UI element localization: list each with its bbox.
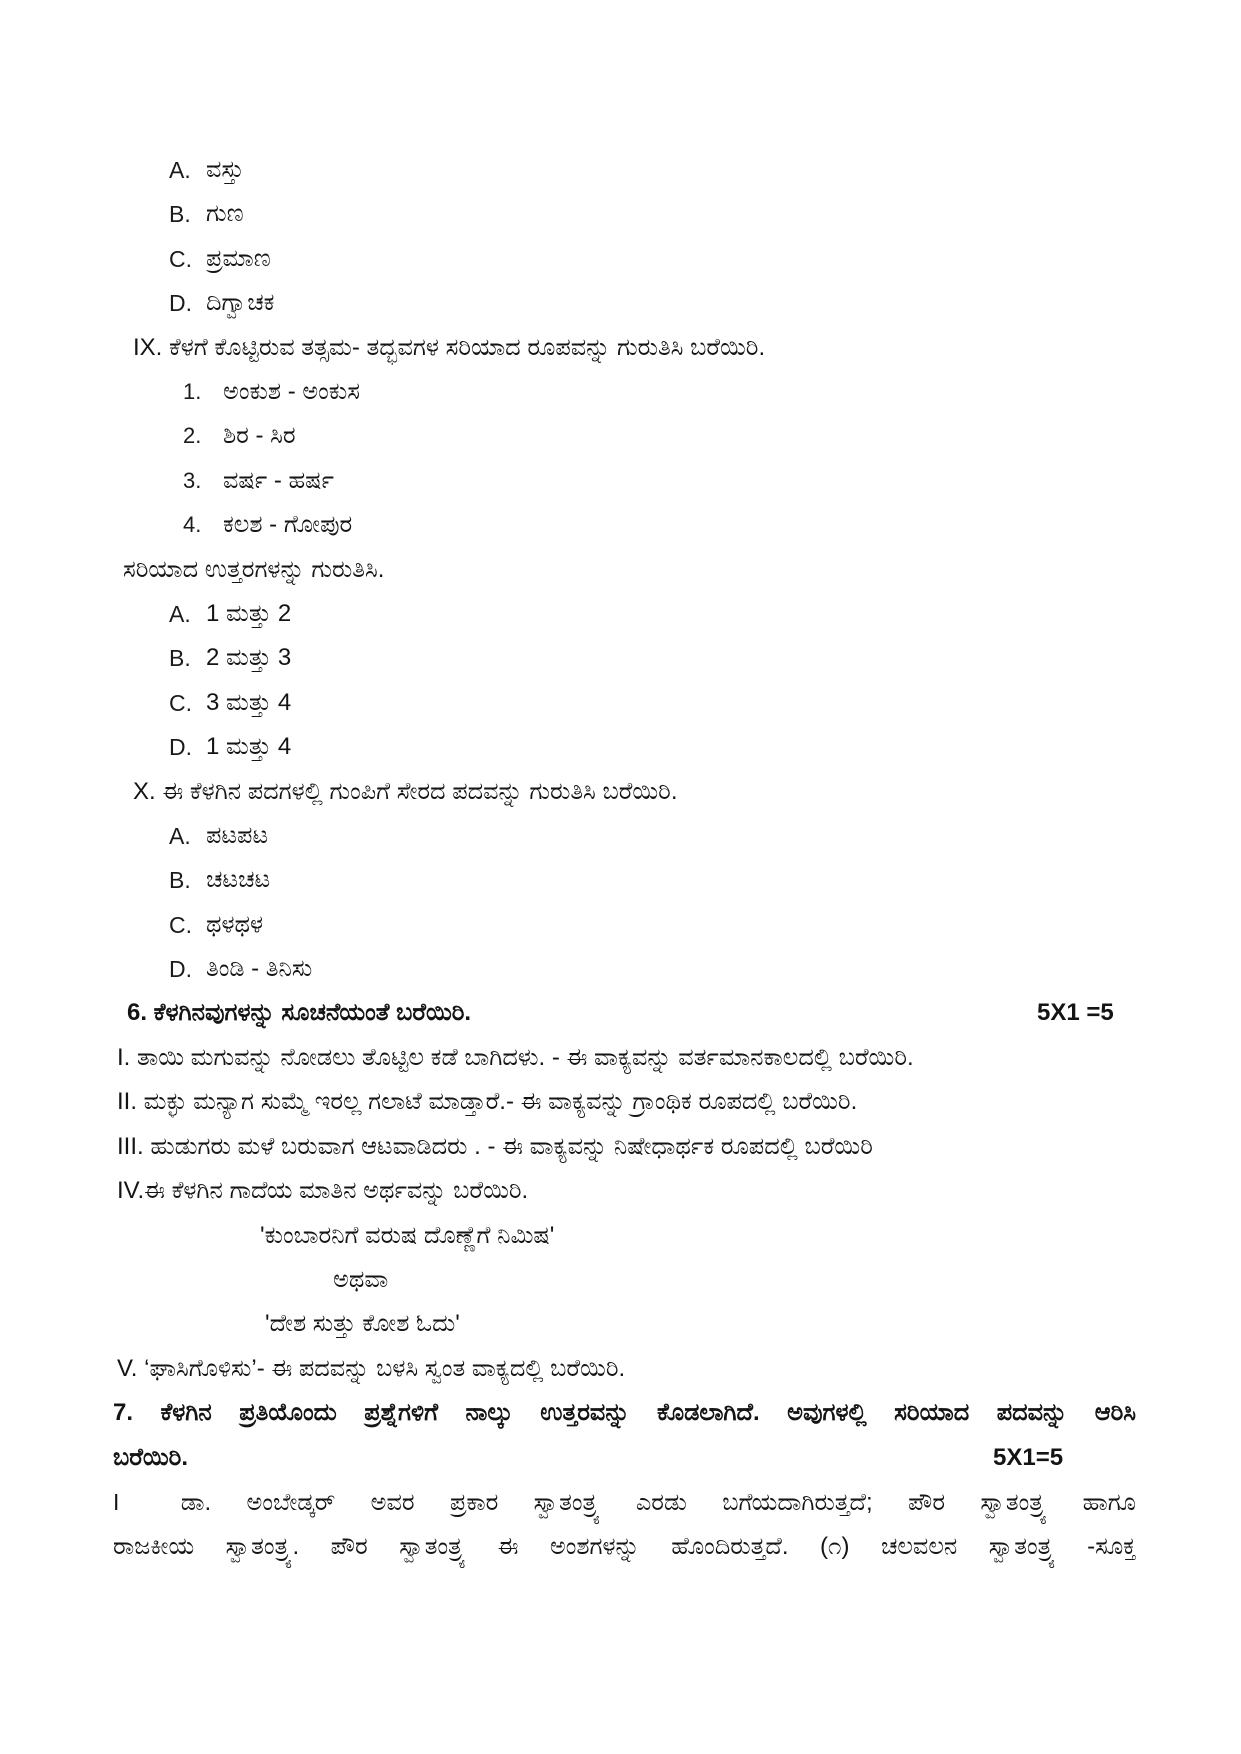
pair-number: 4.: [183, 512, 202, 538]
option-text: ಪ್ರಮಾಣ: [206, 244, 271, 272]
option-row: [169, 237, 1136, 281]
or-label: ಅಥವಾ: [333, 1265, 389, 1293]
proverb-2: 'ದೇಶ ಸುತ್ತು ಕೋಶ ಓದು': [265, 1310, 460, 1338]
section-ix-instruction: ಸರಿಯಾದ ಉತ್ತರಗಳನ್ನು ಗುರುತಿಸಿ.: [123, 555, 385, 583]
option-letter: B.: [169, 867, 191, 894]
pair-text: ಅಂಕುಶ - ಅಂಕುಸ: [223, 377, 360, 405]
question-7-item-text: ಡಾ. ಅಂಬೇಡ್ಕರ್ ಅವರ ಪ್ರಕಾರ ಸ್ವಾತಂತ್ರ್ಯ ಎರಡು ಬಗೆಯದಾಗಿರುತ್ತದೆ; ಪೌರ ಸ್ವಾತಂತ್ರ್ಯ ಹಾಗೂ: [180, 1488, 1136, 1516]
question-6-item-3: III. ಹುಡುಗರು ಮಳೆ ಬರುವಾಗ ಆಟವಾಡಿದರು . - ಈ ವಾಕ್ಯವನ್ನು ನಿಷೇಧಾರ್ಥಕ ರೂಪದಲ್ಲಿ ಬರೆಯಿರಿ: [117, 1132, 873, 1160]
section-x-heading: X. ಈ ಕೆಳಗಿನ ಪದಗಳಲ್ಲಿ ಗುಂಪಿಗೆ ಸೇರದ ಪದವನ್ನು ಗುರುತಿಸಿ ಬರೆಯಿರಿ.: [133, 777, 678, 805]
option-letter: C.: [169, 911, 192, 938]
pair-number: 2.: [183, 423, 202, 449]
pair-row: [183, 459, 1136, 503]
option-letter: D.: [169, 734, 192, 761]
option-letter: A.: [169, 157, 191, 183]
option-letter: D.: [169, 290, 192, 317]
question-6-title: 6. ಕೆಳಗಿನವುಗಳನ್ನು ಸೂಚನೆಯಂತೆ ಬರೆಯಿರಿ.: [127, 999, 472, 1027]
option-letter: A.: [169, 600, 191, 627]
option-text: 1 ಮತ್ತು 4: [206, 733, 292, 761]
option-row: [169, 725, 1136, 769]
pair-text: ಶಿರ - ಸಿರ: [223, 422, 296, 450]
option-row: [169, 681, 1136, 725]
option-text: 3 ಮತ್ತು 4: [206, 688, 292, 716]
question-7-heading-line1: 7. ಕೆಳಗಿನ ಪ್ರತಿಯೊಂದು ಪ್ರಶ್ನೆಗಳಿಗೆ ನಾಲ್ಕು ಉತ್ತರವನ್ನು ಕೊಡಲಾಗಿದೆ. ಅವುಗಳಲ್ಲಿ ಸರಿಯಾದ ಪದವನ್ನು ಆರಿಸಿ: [113, 1399, 1136, 1427]
option-row: [169, 814, 1136, 858]
option-letter: B.: [169, 645, 191, 672]
question-7-marks: 5X1=5: [993, 1443, 1064, 1471]
option-letter: C.: [169, 689, 192, 716]
question-7-heading-line2: [113, 1436, 1136, 1480]
question-6-item-5: V. ‘ಘಾಸಿಗೊಳಿಸು’- ಈ ಪದವನ್ನು ಬಳಸಿ ಸ್ವಂತ ವಾಕ್ಯದಲ್ಲಿ ಬರೆಯಿರಿ.: [117, 1354, 626, 1382]
option-row: [169, 148, 1136, 192]
question-7-item-numeral: I: [113, 1488, 120, 1515]
option-row: [169, 947, 1136, 991]
option-text: ದಿಗ್ವಾಚಕ: [206, 289, 275, 317]
option-letter: D.: [169, 956, 192, 983]
question-6-item-4: IV.ಈ ಕೆಳಗಿನ ಗಾದೆಯ ಮಾತಿನ ಅರ್ಥವನ್ನು ಬರೆಯಿರಿ.: [117, 1177, 529, 1205]
option-letter: B.: [169, 201, 191, 228]
question-6-item-2: II. ಮಕ್ಳು ಮನ್ಯಾಗ ಸುಮ್ಮೆ ಇರಲ್ಲ ಗಲಾಟೆ ಮಾಡ್ತಾರೆ.- ಈ ವಾಕ್ಯವನ್ನು ಗ್ರಾಂಥಿಕ ರೂಪದಲ್ಲಿ ಬರೆಯಿರಿ.: [117, 1088, 858, 1116]
proverb-1: 'ಕುಂಬಾರನಿಗೆ ವರುಷ ದೊಣ್ಣೆಗೆ ನಿಮಿಷ': [260, 1221, 555, 1249]
question-6-heading: [127, 991, 1136, 1035]
pair-number: 1.: [183, 378, 202, 404]
option-text: 2 ಮತ್ತು 3: [206, 644, 292, 672]
pair-text: ಕಲಶ - ಗೋಪುರ: [223, 511, 353, 539]
question-7-item-1-line2: ರಾಜಕೀಯ ಸ್ವಾತಂತ್ರ್ಯ. ಪೌರ ಸ್ವಾತಂತ್ರ್ಯ ಈ ಅಂಶಗಳನ್ನು ಹೊಂದಿರುತ್ತದೆ. (೧) ಚಲವಲನ ಸ್ವಾತಂತ್ರ್ಯ -ಸೂಕ್ತ: [113, 1533, 1136, 1561]
option-row: [169, 192, 1136, 236]
option-letter: A.: [169, 822, 191, 849]
option-row: [169, 636, 1136, 680]
option-row: [169, 281, 1136, 325]
option-text: ಚಟಚಟ: [206, 866, 271, 894]
option-row: [169, 592, 1136, 636]
option-text: 1 ಮತ್ತು 2: [206, 599, 292, 627]
option-text: ಥಳಥಳ: [206, 910, 264, 938]
option-text: ವಸ್ತು: [206, 156, 244, 183]
option-row: [169, 858, 1136, 902]
pair-row: [183, 503, 1136, 547]
question-6-marks: 5X1 =5: [1037, 999, 1114, 1027]
question-7-title-continued: ಬರೆಯಿರಿ.: [113, 1443, 189, 1471]
option-text: ಗುಣ: [206, 200, 244, 228]
option-text: ತಿಂಡಿ - ತಿನಿಸು: [206, 955, 313, 983]
option-row: [169, 903, 1136, 947]
pair-row: [183, 370, 1136, 414]
pair-text: ವರ್ಷ - ಹರ್ಷ: [223, 466, 334, 494]
option-text: ಪಟಪಟ: [206, 821, 269, 849]
option-letter: C.: [169, 245, 192, 272]
pair-row: [183, 414, 1136, 458]
question-7-item-1-line1: [113, 1480, 1136, 1525]
question-6-item-1: I. ತಾಯಿ ಮಗುವನ್ನು ನೋಡಲು ತೊಟ್ಟಿಲ ಕಡೆ ಬಾಗಿದಳು. - ಈ ವಾಕ್ಯವನ್ನು ವರ್ತಮಾನಕಾಲದಲ್ಲಿ ಬರೆಯಿರಿ.: [117, 1043, 914, 1071]
pair-number: 3.: [183, 467, 202, 493]
section-ix-heading: IX. ಕೆಳಗೆ ಕೊಟ್ಟಿರುವ ತತ್ಸಮ- ತದ್ಭವಗಳ ಸರಿಯಾದ ರೂಪವನ್ನು ಗುರುತಿಸಿ ಬರೆಯಿರಿ.: [133, 333, 766, 361]
